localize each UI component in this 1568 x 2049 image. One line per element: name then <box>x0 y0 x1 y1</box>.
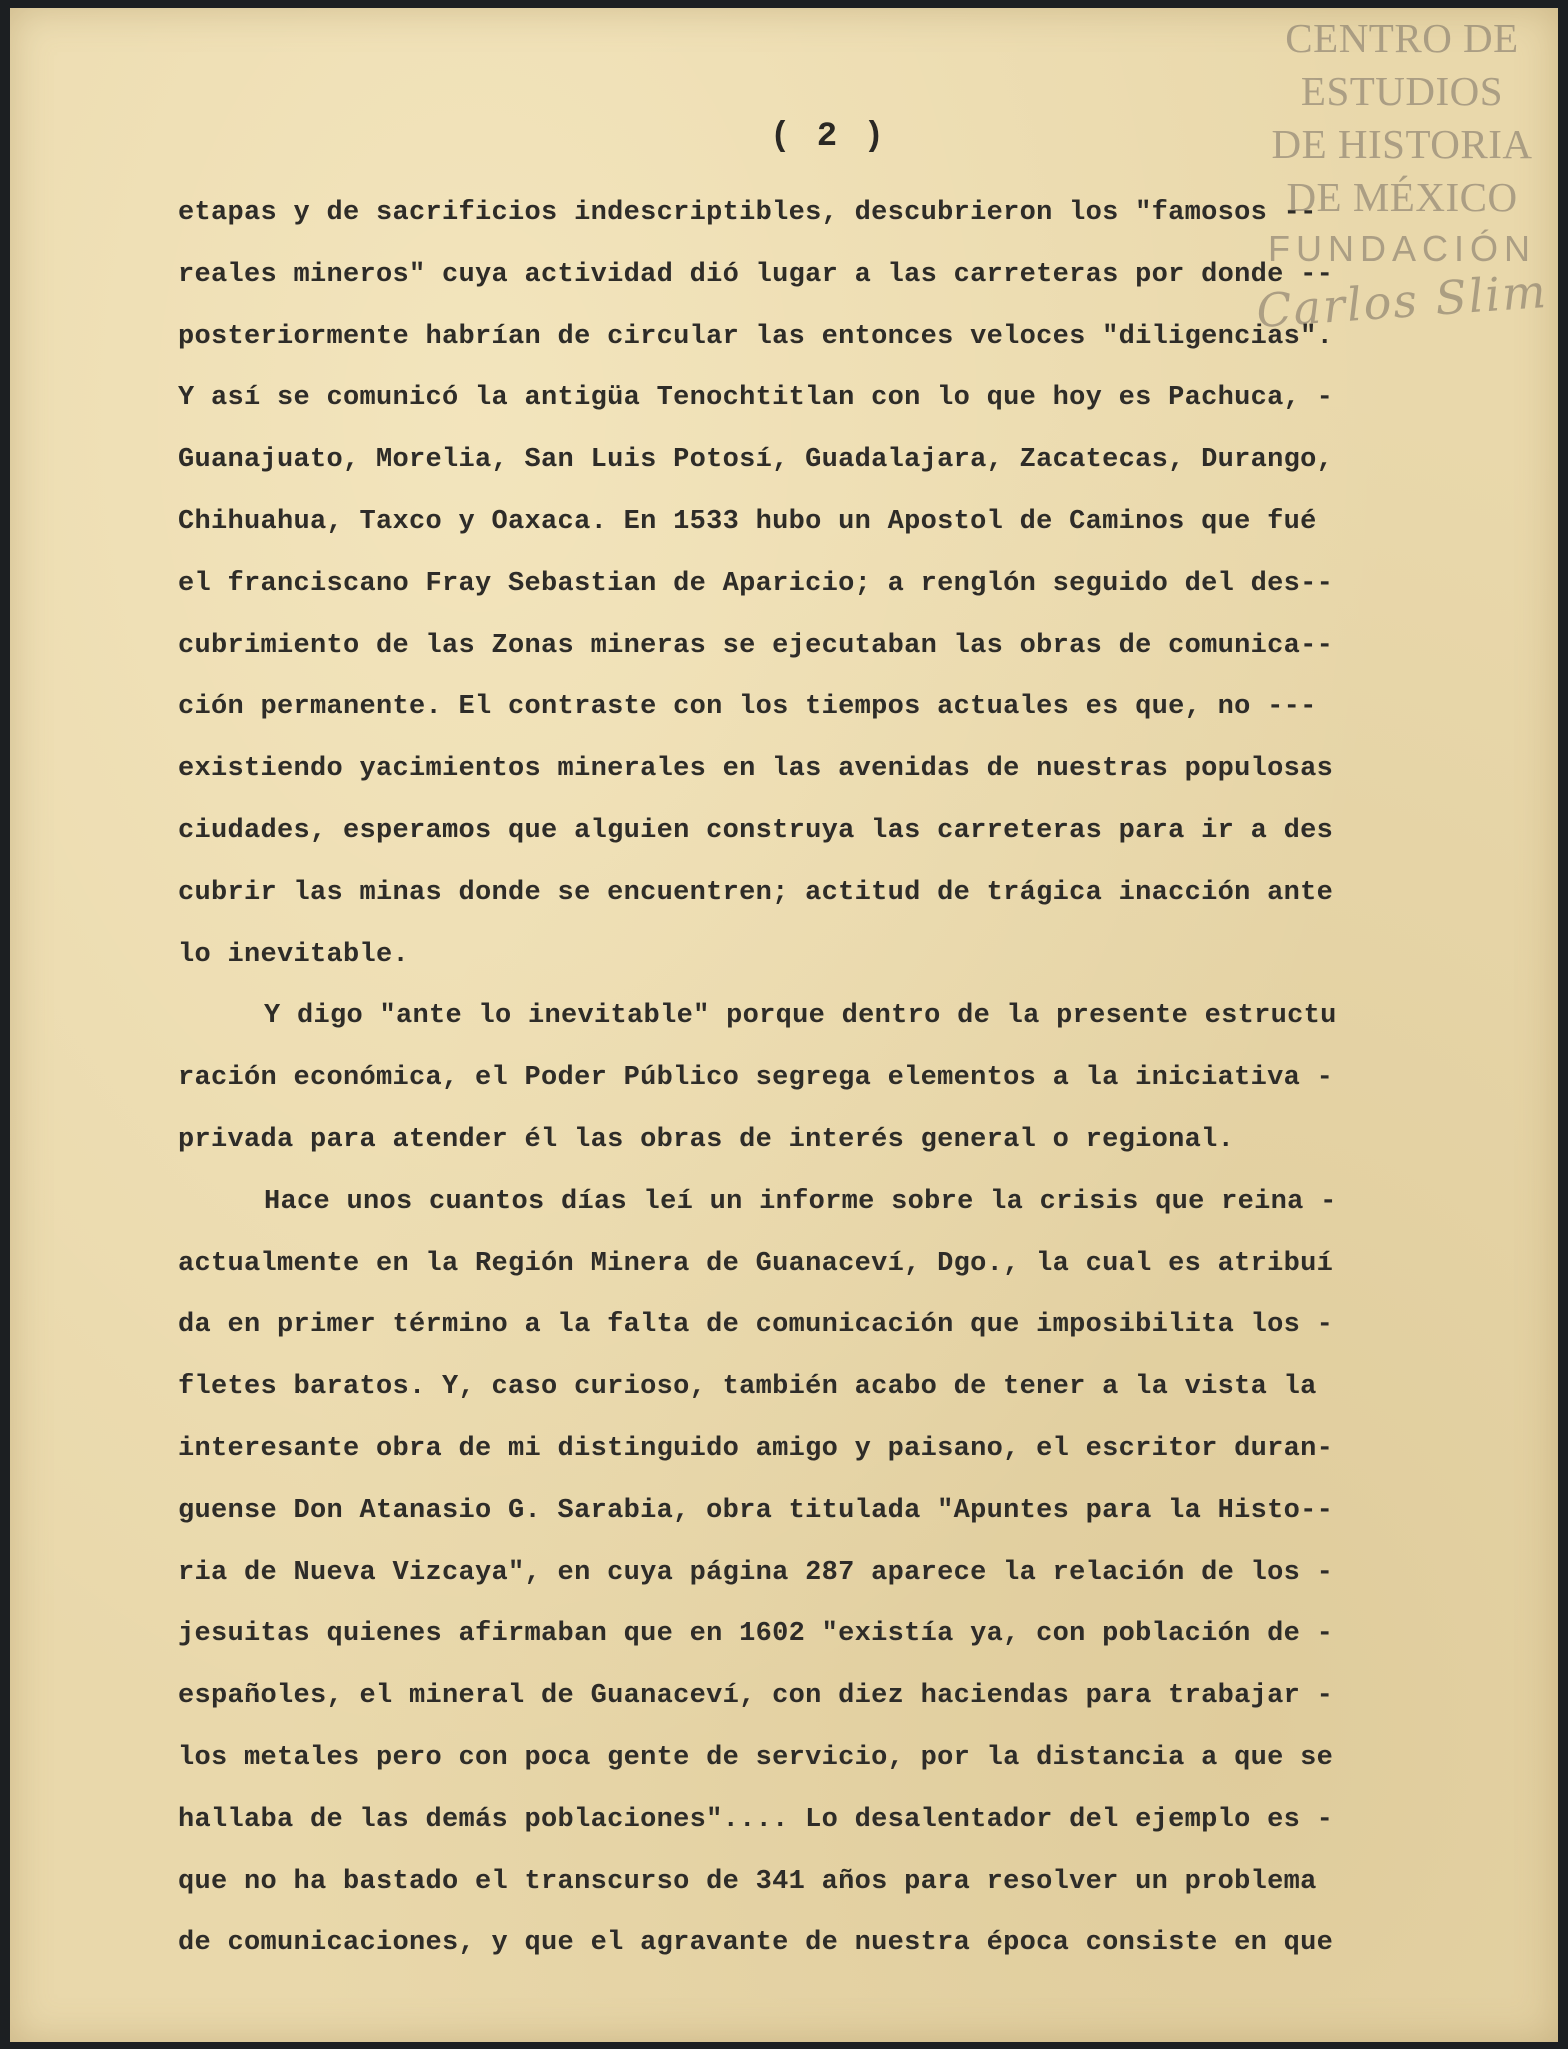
watermark-line: DE MÉXICO <box>1286 174 1518 220</box>
text-line: Y así se comunicó la antigüa Tenochtitlan con lo que hoy es Pachuca, - <box>178 383 1334 414</box>
watermark-line: CENTRO DE <box>1285 15 1519 61</box>
text-line: ciudades, esperamos que alguien construya las carreteras para ir a des <box>178 815 1334 846</box>
watermark-fundacion: FUNDACIÓN <box>1268 228 1536 269</box>
watermark-line: ESTUDIOS <box>1300 68 1504 114</box>
text-line: guense Don Atanasio G. Sarabia, obra titulada "Apuntes para la Histo-- <box>178 1495 1334 1526</box>
text-line: cubrir las minas donde se encuentren; actitud de trágica inacción ante <box>178 877 1334 908</box>
text-line: los metales pero con poca gente de servicio, por la distancia a que se <box>178 1742 1334 1773</box>
text-line: ración económica, el Poder Público segrega elementos a la iniciativa - <box>178 1063 1334 1094</box>
text-line: Chihuahua, Taxco y Oaxaca. En 1533 hubo un Apostol de Caminos que fué <box>178 506 1317 537</box>
text-line: actualmente en la Región Minera de Guanaceví, Dgo., la cual es atribuí <box>178 1248 1334 1279</box>
text-line: privada para atender él las obras de interés general o regional. <box>178 1124 1235 1155</box>
text-line: de comunicaciones, y que el agravante de nuestra época consiste en que <box>178 1928 1334 1959</box>
text-line: existiendo yacimientos minerales en las avenidas de nuestras populosas <box>178 754 1334 785</box>
text-line: hallaba de las demás poblaciones".... Lo desalentador del ejemplo es - <box>178 1804 1334 1835</box>
text-line: cubrimiento de las Zonas mineras se ejecutaban las obras de comunica-- <box>178 630 1334 661</box>
text-line: españoles, el mineral de Guanaceví, con diez haciendas para trabajar - <box>178 1681 1334 1712</box>
text-line: Guanajuato, Morelia, San Luis Potosí, Guadalajara, Zacatecas, Durango, <box>178 445 1334 476</box>
text-line: que no ha bastado el transcurso de 341 años para resolver un problema <box>178 1866 1317 1897</box>
text-line: fletes baratos. Y, caso curioso, también acabo de tener a la vista la <box>178 1372 1317 1403</box>
text-line: el franciscano Fray Sebastian de Aparicio; a renglón seguido del des-- <box>178 568 1334 599</box>
typewritten-body <box>178 183 1478 1975</box>
text-line: posteriormente habrían de circular las entonces veloces "diligencias". <box>178 321 1334 352</box>
text-line: etapas y de sacrificios indescriptibles, descubrieron los "famosos -- <box>178 198 1317 228</box>
text-line: ción permanente. El contraste con los tiempos actuales es que, no --- <box>178 692 1317 723</box>
document-page <box>10 8 1558 2042</box>
text-line: interesante obra de mi distinguido amigo y paisano, el escritor duran- <box>178 1433 1334 1464</box>
watermark-line: DE HISTORIA <box>1271 121 1533 167</box>
paragraph-start-line: Hace unos cuantos días leí un informe sobre la crisis que reina - <box>264 1186 1337 1217</box>
text-line: ria de Nueva Vizcaya", en cuya página 287 aparece la relación de los - <box>178 1557 1334 1588</box>
text-line: reales mineros" cuya actividad dió lugar a las carreteras por donde -- <box>178 259 1334 290</box>
text-line: jesuitas quienes afirmaban que en 1602 "existía ya, con población de - <box>178 1619 1334 1650</box>
paragraph-start-line: Y digo "ante lo inevitable" porque dentro de la presente estructu <box>264 1001 1337 1032</box>
text-line: lo inevitable. <box>178 939 410 970</box>
text-line: da en primer término a la falta de comunicación que imposibilita los - <box>178 1310 1334 1341</box>
watermark-signature: Carlos Slim <box>1254 263 1550 339</box>
page-number: ( 2 ) <box>770 118 888 156</box>
